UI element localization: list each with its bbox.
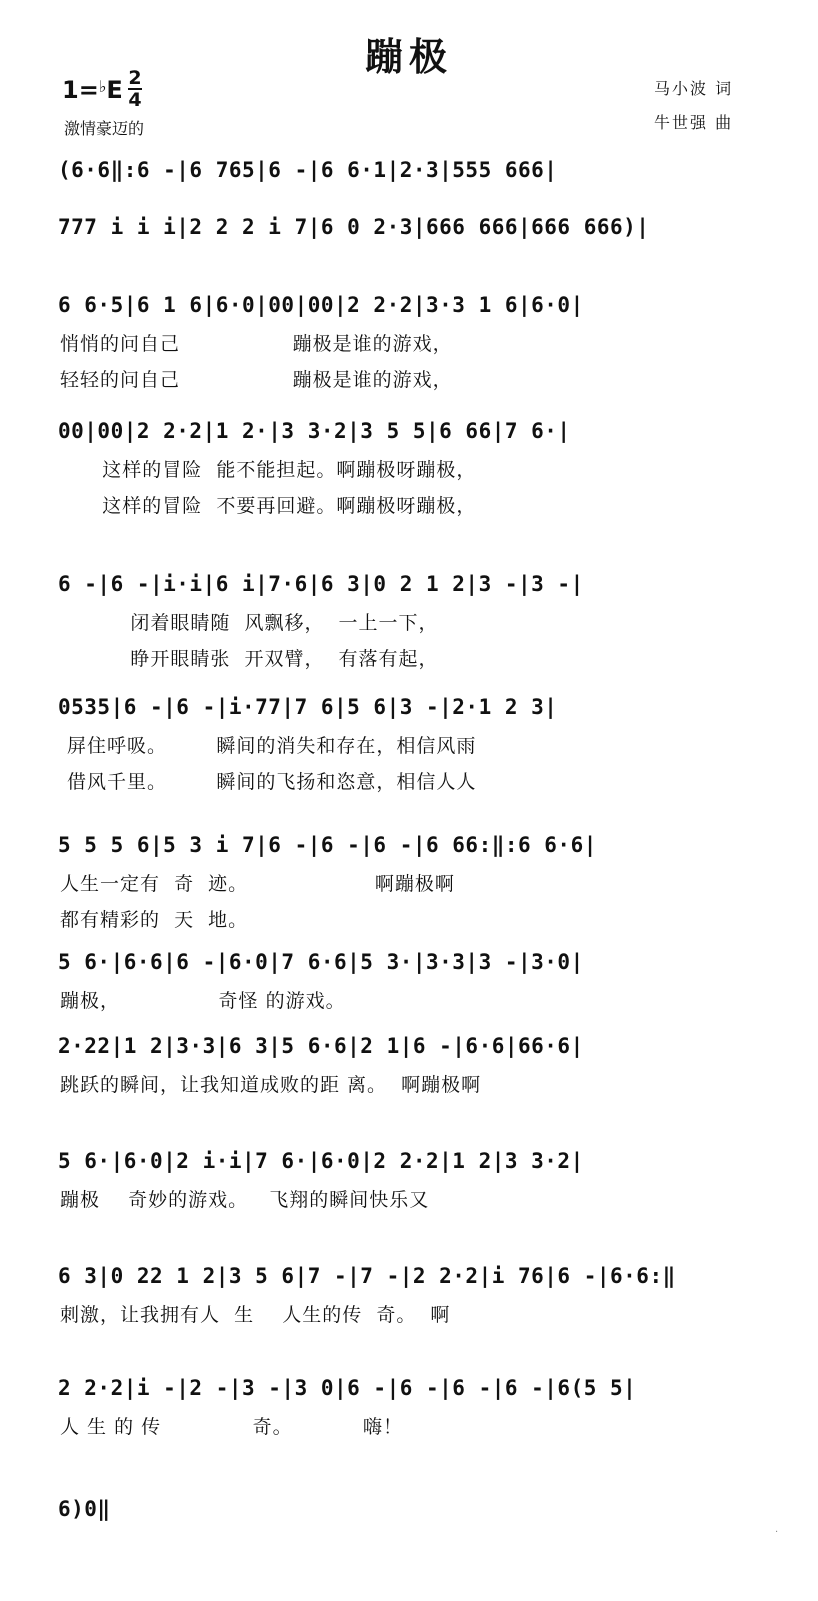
notation-line: 6)0‖ xyxy=(58,1497,111,1521)
page-mark: · xyxy=(775,1527,779,1538)
notation-line: 6 -|6 -|i·i|6 i|7·6|6 3|0 2 1 2|3 -|3 -| xyxy=(58,572,584,596)
lyric-line: 轻轻的问自己 蹦极是谁的游戏， xyxy=(60,369,453,391)
lyric-line: 刺激，让我拥有人 生 人生的传 奇。 啊 xyxy=(60,1304,451,1326)
meter-bottom: 4 xyxy=(128,89,142,111)
lyric-line: 借风千里。 瞬间的飞扬和恣意，相信人人 xyxy=(60,771,477,793)
notation-line: 5 5 5 6|5 3 i 7|6 -|6 -|6 -|6 66:‖:6 6·6| xyxy=(58,833,597,857)
lyric-line: 人生一定有 奇 迹。 啊蹦极啊 xyxy=(60,873,455,895)
lyric-line: 人 生 的 传 奇。 嗨！ xyxy=(60,1416,404,1438)
notation-line: 5 6·|6·6|6 -|6·0|7 6·6|5 3·|3·3|3 -|3·0| xyxy=(58,950,584,974)
key-prefix: 1= xyxy=(62,76,99,104)
key-signature xyxy=(62,76,123,104)
meter-top: 2 xyxy=(128,67,142,89)
time-signature xyxy=(128,68,142,110)
notation-line: 6 3|0 22 1 2|3 5 6|7 -|7 -|2 2·2|i 76|6 -|6·6:‖ xyxy=(58,1264,676,1288)
lyric-line: 蹦极， 奇怪 的游戏。 xyxy=(60,990,346,1012)
notation-line: 0535|6 -|6 -|i·77|7 6|5 6|3 -|2·1 2 3| xyxy=(58,695,558,719)
lyric-line: 这样的冒险 能不能担起。啊蹦极呀蹦极， xyxy=(60,459,477,481)
notation-line: (6·6‖:6 -|6 765|6 -|6 6·1|2·3|555 666| xyxy=(58,158,558,182)
notation-line: 2·22|1 2|3·3|6 3|5 6·6|2 1|6 -|6·6|66·6| xyxy=(58,1034,584,1058)
flat-symbol: ♭ xyxy=(98,77,107,96)
notation-line: 2 2·2|i -|2 -|3 -|3 0|6 -|6 -|6 -|6 -|6(5 5| xyxy=(58,1376,637,1400)
composer-credit: 牛世强 曲 xyxy=(654,113,734,132)
notation-line: 5 6·|6·0|2 i·i|7 6·|6·0|2 2·2|1 2|3 3·2| xyxy=(58,1149,584,1173)
lyric-line: 这样的冒险 不要再回避。啊蹦极呀蹦极， xyxy=(60,495,477,517)
key-letter: E xyxy=(106,76,123,104)
lyric-line: 屏住呼吸。 瞬间的消失和存在，相信风雨 xyxy=(60,735,477,757)
tempo-marking: 激情豪迈的 xyxy=(64,119,145,138)
lyric-line: 蹦极 奇妙的游戏。 飞翔的瞬间快乐又 xyxy=(60,1189,430,1211)
notation-line: 6 6·5|6 1 6|6·0|00|00|2 2·2|3·3 1 6|6·0| xyxy=(58,293,584,317)
lyric-line: 都有精彩的 天 地。 xyxy=(60,909,249,931)
lyric-line: 跳跃的瞬间，让我知道成败的距 离。 啊蹦极啊 xyxy=(60,1074,482,1096)
notation-line: 777 i i i|2 2 2 i 7|6 0 2·3|666 666|666 666)| xyxy=(58,215,650,239)
lyric-line: 悄悄的问自己 蹦极是谁的游戏， xyxy=(60,333,453,355)
lyricist-credit: 马小波 词 xyxy=(654,79,734,98)
song-title: 蹦极 xyxy=(364,35,453,79)
lyric-line: 睁开眼睛张 开双臂， 有落有起， xyxy=(60,648,439,670)
lyric-line: 闭着眼睛随 风飘移， 一上一下， xyxy=(60,612,439,634)
notation-line: 00|00|2 2·2|1 2·|3 3·2|3 5 5|6 66|7 6·| xyxy=(58,419,571,443)
